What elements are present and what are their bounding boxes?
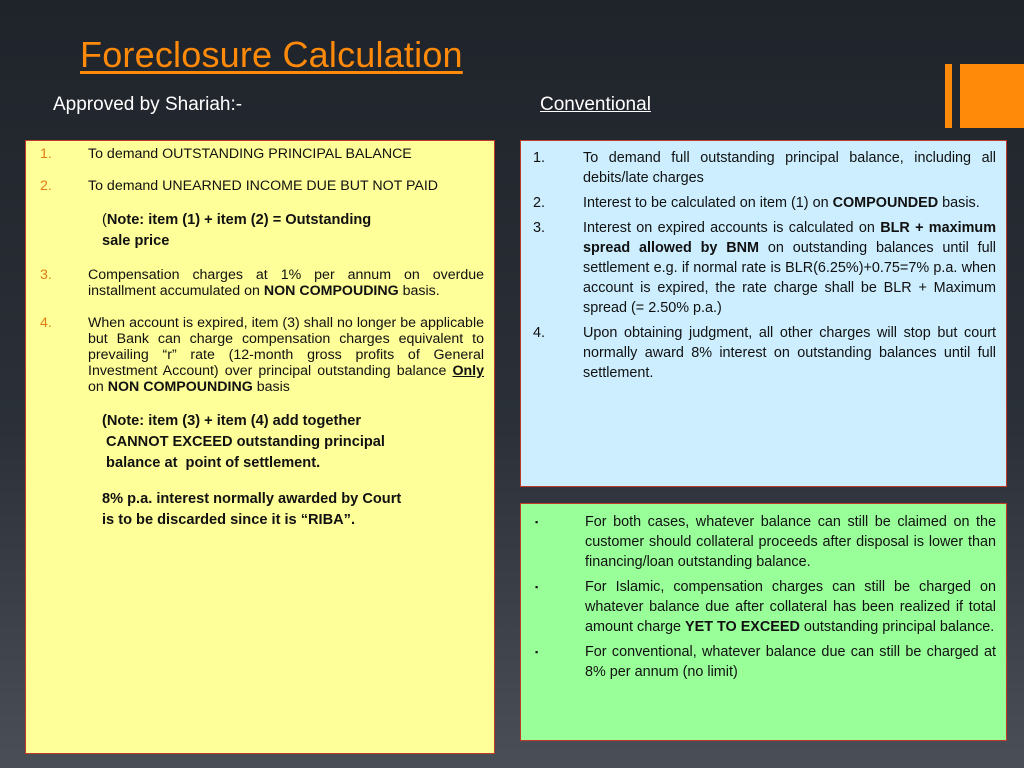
note-line: is to be discarded since it is “RIBA”. [102, 512, 356, 528]
item-number: 3. [533, 220, 546, 236]
item-number: 2. [40, 178, 52, 194]
slide-title: Foreclosure Calculation [80, 34, 463, 75]
accent-bar-thin [945, 64, 952, 128]
item-text: Upon obtaining judgment, all other charges will stop but court normally award 8% interest on outstanding balances until full settlement. [583, 325, 996, 381]
shariah-heading: Approved by Shariah:- [53, 94, 243, 115]
item-number: 4. [40, 315, 52, 331]
summary-item-1 [533, 512, 996, 572]
item-number: 3. [40, 267, 52, 283]
note-line: Note: item (1) + item (2) = Outstanding [106, 212, 372, 228]
accent-bar-wide [960, 64, 1024, 128]
conventional-panel [520, 140, 1007, 487]
conventional-item-1 [533, 148, 996, 188]
note-line: balance at point of settlement. [102, 455, 321, 471]
item-text: For conventional, whatever balance due can still be charged at 8% per annum (no limit) [585, 644, 996, 680]
item-text: To demand OUTSTANDING PRINCIPAL BALANCE [88, 146, 412, 162]
item-number: 4. [533, 325, 546, 341]
conventional-item-3 [533, 218, 996, 318]
item-text: To demand full outstanding principal balance, including all debits/late charges [583, 150, 996, 186]
conventional-heading: Conventional [540, 94, 651, 115]
item-text: To demand UNEARNED INCOME DUE BUT NOT PAID [88, 178, 439, 194]
shariah-note-1 [102, 210, 484, 252]
item-number: 1. [40, 146, 52, 162]
conventional-item-4 [533, 323, 996, 383]
item-text: For Islamic, compensation charges can still be charged on whatever balance due after collateral has been realized if total amount charge YET TO EXCEED outstanding principal balance. [585, 579, 996, 635]
item-text: For both cases, whatever balance can still be claimed on the customer should collateral proceeds after disposal is lower than financing/loan outstanding balance. [585, 514, 996, 570]
bullet-icon: ▪ [535, 517, 539, 527]
item-number: 1. [533, 150, 546, 166]
note-line: sale price [102, 233, 170, 249]
item-text: When account is expired, item (3) shall no longer be applicable but Bank can charge compensation charges equivalent to prevailing “r” rate (12-month gross profits of General Investment Account) over principal outstanding balance Only on NON COMPOUNDING basis [88, 315, 484, 395]
shariah-note-3 [102, 489, 484, 531]
shariah-item-1 [40, 146, 484, 162]
bullet-icon: ▪ [535, 647, 539, 657]
bullet-icon: ▪ [535, 582, 539, 592]
conventional-item-2 [533, 193, 996, 213]
shariah-item-4 [40, 315, 484, 395]
note-line: 8% p.a. interest normally awarded by Court [102, 491, 402, 507]
summary-item-3 [533, 642, 996, 682]
summary-panel [520, 503, 1007, 741]
note-line: (Note: item (3) + item (4) add together [102, 413, 362, 429]
note-line: CANNOT EXCEED outstanding principal [102, 434, 385, 450]
item-text: Compensation charges at 1% per annum on overdue installment accumulated on NON COMPOUDING basis. [88, 267, 484, 299]
note-paren: ( [102, 212, 107, 228]
shariah-panel [25, 140, 495, 754]
summary-item-2 [533, 577, 996, 637]
shariah-item-2 [40, 178, 484, 194]
shariah-note-2 [102, 411, 484, 474]
shariah-item-3 [40, 267, 484, 299]
item-text: Interest to be calculated on item (1) on COMPOUNDED basis. [583, 195, 980, 211]
item-number: 2. [533, 195, 546, 211]
item-text: Interest on expired accounts is calculated on BLR + maximum spread allowed by BNM on outstanding balances until full settlement e.g. if normal rate is BLR(6.25%)+0.75=7% p.a. when account is expired, the rate charge shall be BLR + Maximum spread (= 2.50% p.a.) [583, 220, 997, 316]
